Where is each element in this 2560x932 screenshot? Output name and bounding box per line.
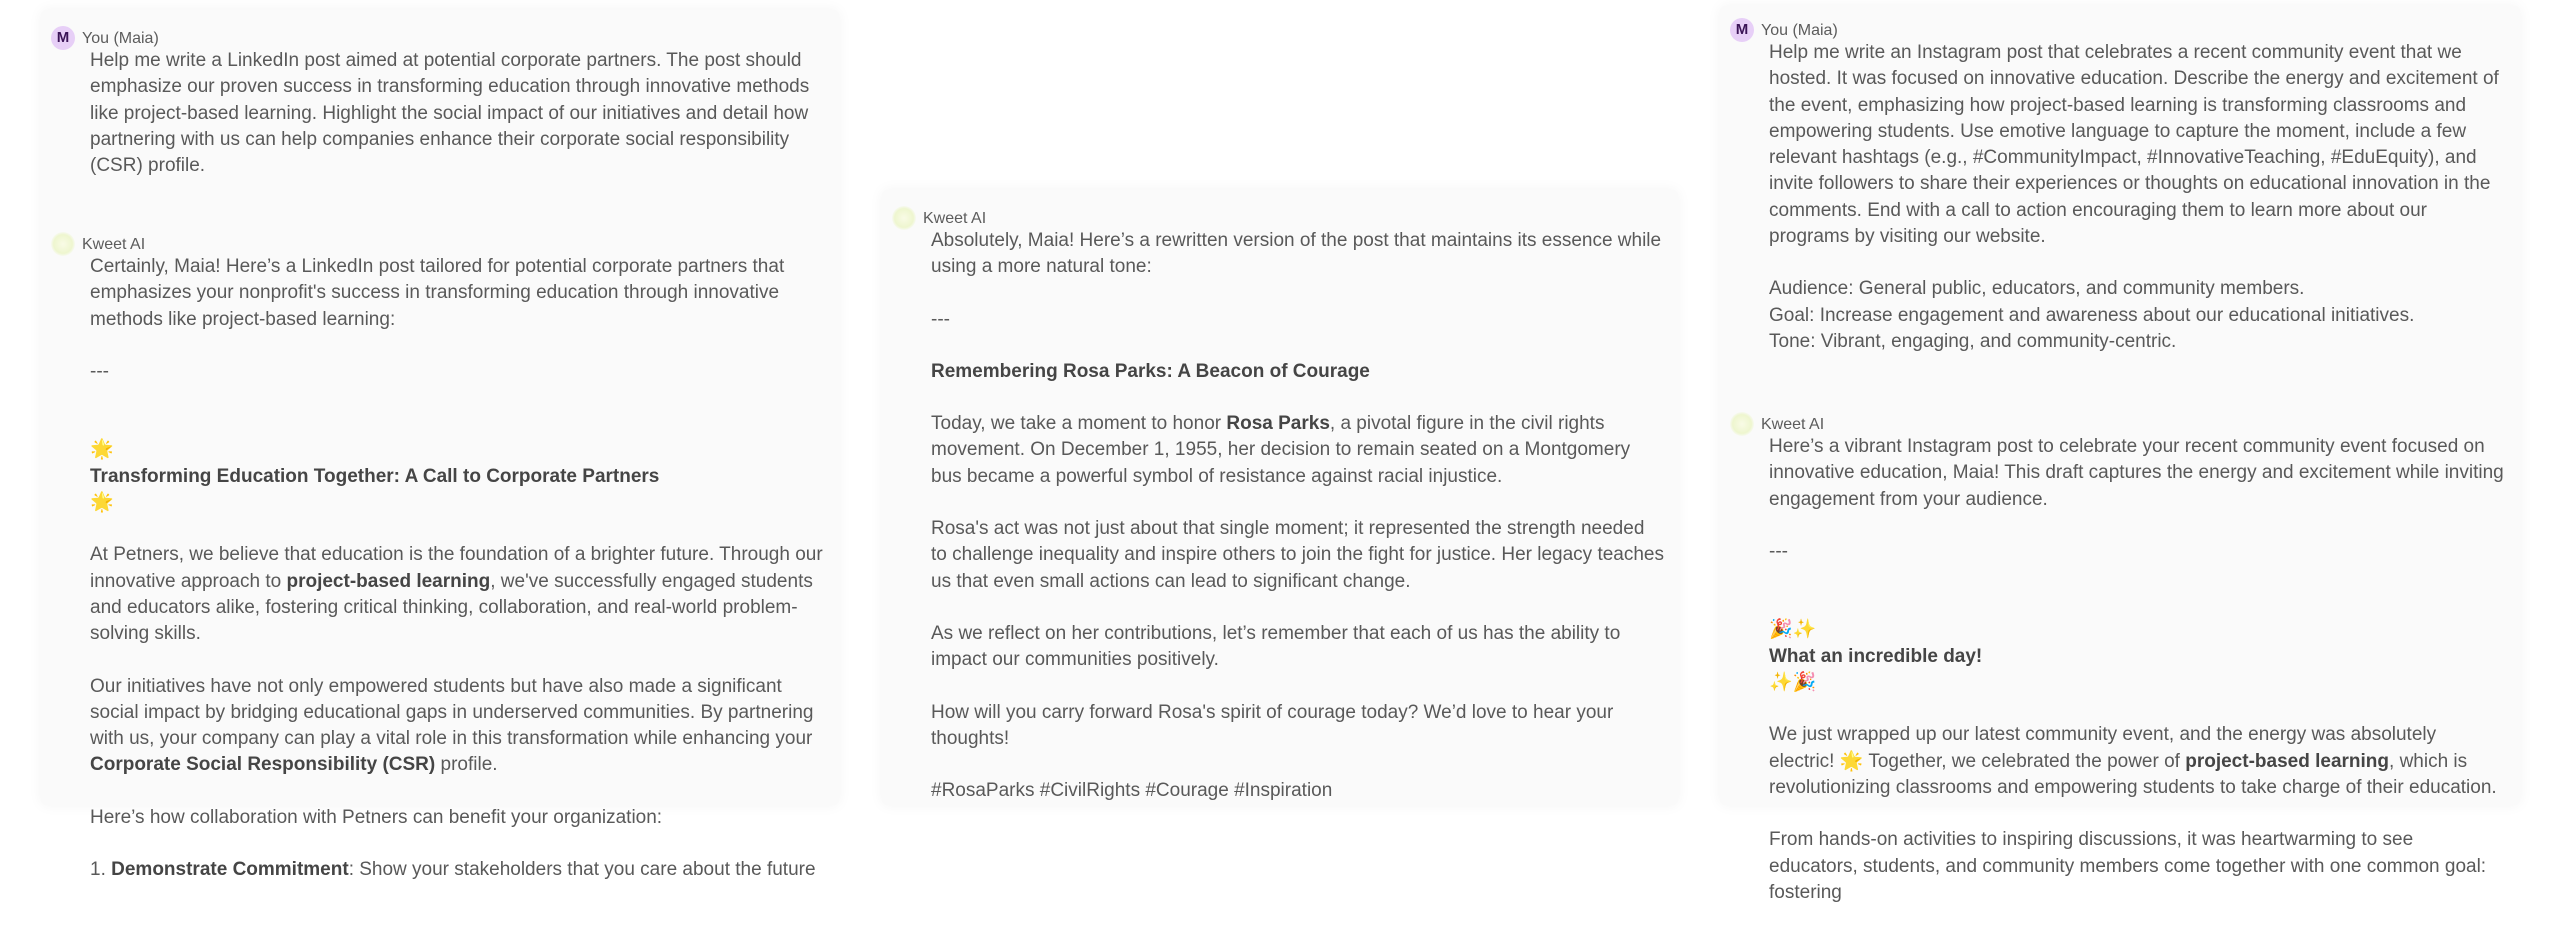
star-icon: 🌟 [90,492,114,514]
post-paragraph: Today, we take a moment to honor Rosa Parks, a pivotal figure in the civil rights movement. On December 1, 1955, her decision to remain seated on a Montgomery bus became a powerful symbol of resistance against racial injustice. [931,413,1631,487]
separator: --- [931,308,950,330]
post-paragraph: Our initiatives have not only empowered students but have also made a significant social impact by bridging educational gaps in underserved communities. By partnering with us, your company can play a vital role in this transformation while enhancing your Corporate Social Responsibility (CSR) profile. [90,675,814,776]
post-paragraph: Rosa's act was not just about that single moment; it represented the strength needed to challenge inequality and inspire others to join the fight for justice. Her legacy teaches us that even small actions can lead to significant change. [931,518,1664,592]
post-title: 🌟 Transforming Education Together: A Call to Corporate Partners 🌟 [90,411,825,516]
post-title: Remembering Rosa Parks: A Beacon of Courage [931,360,1370,382]
chat-panel-rosa-parks [882,190,1678,805]
sender-name: You (Maia) [1761,22,1838,39]
post-paragraph: From hands-on activities to inspiring discussions, it was heartwarming to see educators, students, and community members come together with one common goal: fostering [1769,829,2487,903]
ai-message [892,206,1664,830]
star-icon: 🌟 [1839,750,1864,772]
ai-message [1730,412,2506,932]
sparkle-party-icon: ✨🎉 [1769,672,1817,694]
separator: --- [1769,540,1788,562]
sender-name: You (Maia) [82,30,159,47]
post-paragraph: Here’s how collaboration with Petners can benefit your organization: [90,806,663,828]
user-avatar: M [51,26,75,50]
sender-name: Kweet AI [1761,416,1825,433]
kweet-ai-icon [51,232,75,256]
star-icon: 🌟 [90,439,114,461]
audience-line: Audience: General public, educators, and community members. [1769,278,2305,300]
sender-name: Kweet AI [82,236,146,253]
kweet-ai-icon [892,206,916,230]
user-message [1730,18,2506,355]
sender-name: Kweet AI [923,210,987,227]
goal-line: Goal: Increase engagement and awareness about our educational initiatives. [1769,304,2415,326]
message-intro: Certainly, Maia! Here’s a LinkedIn post tailored for potential corporate partners that emphasizes your nonprofit's success in transforming education through innovative methods like project-based learning: [90,256,785,330]
post-paragraph: We just wrapped up our latest community event, and the energy was absolutely electric! 🌟 Together, we celebrated the power of project-based learning, which is revolutionizing classrooms and empowering students to take charge of their education. [1769,724,2497,798]
party-sparkle-icon: 🎉✨ [1769,619,1817,641]
message-text: Help me write a LinkedIn post aimed at potential corporate partners. The post should emphasize our proven success in transforming education through innovative methods like project-based learning. Highlight the social impact of our initiatives and detail how partnering with us can help companies enhance their corporate social responsibility (CSR) profile. [90,50,810,177]
chat-panel-instagram [1720,6,2520,903]
post-paragraph: At Petners, we believe that education is the foundation of a brighter future. Through our innovative approach to project-based learning, we've successfully engaged students and educators alike, fostering critical thinking, collaboration, and real-world problem-solving skills. [90,544,823,645]
chat-panel-linkedin [41,10,839,881]
post-paragraph: As we reflect on her contributions, let’s remember that each of us has the ability to impact our communities positively. [931,622,1621,671]
list-item: 1. Demonstrate Commitment: Show your stakeholders that you care about the future [90,859,816,881]
tone-line: Tone: Vibrant, engaging, and community-centric. [1769,330,2177,352]
separator: --- [90,360,109,382]
user-message [51,26,825,179]
hashtags: #RosaParks #CivilRights #Courage #Inspiration [931,780,1333,802]
ai-message [51,232,825,909]
message-text: Help me write an Instagram post that celebrates a recent community event that we hosted. It was focused on innovative education. Describe the energy and excitement of the event, emphasizing how project-based learning is transforming classrooms and empowering students. Use emotive language to capture the moment, include a few relevant hashtags (e.g., #CommunityImpact, #InnovativeTeaching, #EduEquity), and invite followers to share their experiences or thoughts on educational innovation in the comments. End with a call to action encouraging them to learn more about our programs by visiting our website. [1769,42,2499,248]
post-title: 🎉✨ What an incredible day! ✨🎉 [1769,619,1983,694]
user-avatar: M [1730,18,1754,42]
message-intro: Absolutely, Maia! Here’s a rewritten version of the post that maintains its essence while using a more natural tone: [931,230,1662,278]
kweet-ai-icon [1730,412,1754,436]
post-paragraph: How will you carry forward Rosa's spirit of courage today? We’d love to hear your thoughts! [931,701,1614,749]
message-intro: Here’s a vibrant Instagram post to celebrate your recent community event focused on innovative education, Maia! This draft captures the energy and excitement while inviting engagement from your audience. [1769,436,2504,510]
